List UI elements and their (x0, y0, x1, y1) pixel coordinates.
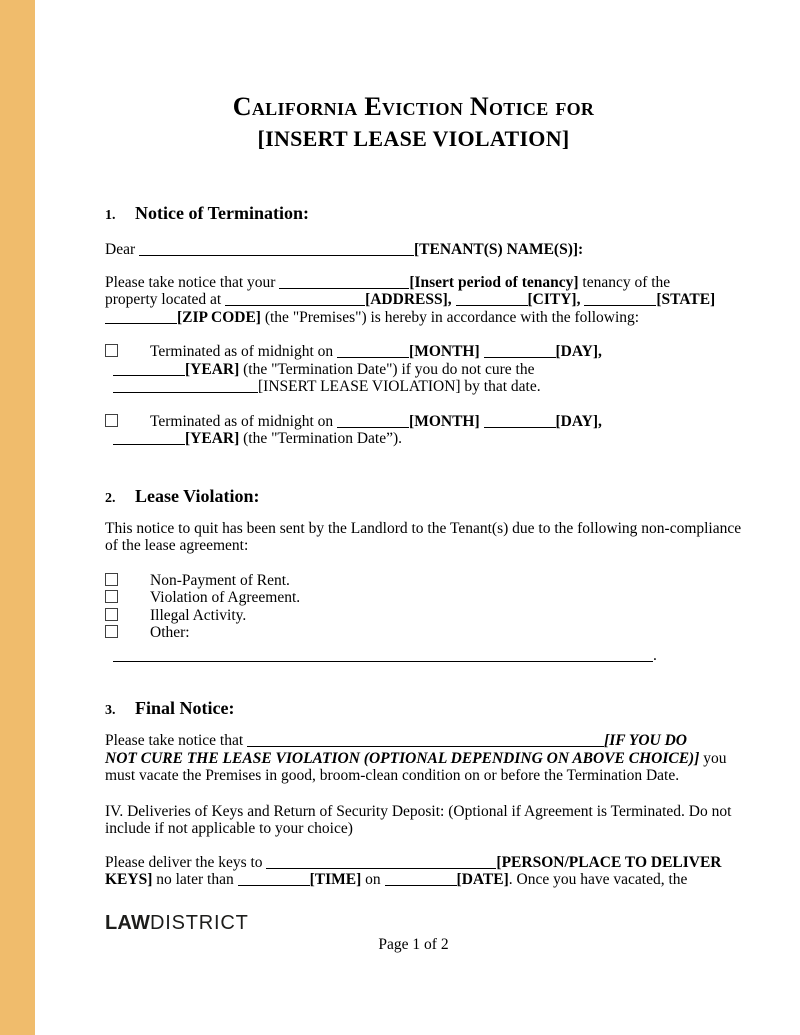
dear-prefix: Dear (105, 241, 139, 258)
violation-checklist (105, 572, 722, 642)
time-placeholder-label: [TIME] (309, 871, 362, 888)
lease-violation-blank-field[interactable] (113, 378, 258, 393)
notice-intro-paragraph (105, 274, 722, 327)
final-notice-paragraph (105, 732, 727, 785)
month-blank-field[interactable] (337, 413, 409, 428)
month-placeholder-label: [MONTH] (409, 412, 484, 430)
violation-item-nonpayment: Non-Payment of Rent. (105, 572, 722, 590)
deliver-keys-placeholder-label: [PERSON/PLACE TO DELIVER (496, 853, 722, 871)
day-placeholder-label: [DAY], (555, 412, 602, 430)
cure-clause-placeholder-label: [IF YOU DO (604, 732, 687, 749)
violation-item-agreement: Violation of Agreement. (105, 589, 722, 607)
page-footer (105, 911, 722, 954)
intro-line3: [ZIP CODE] (the "Premises") is hereby in accordance with the following: (105, 309, 722, 327)
deliver-keys-blank-field[interactable] (266, 854, 496, 869)
section1-heading (105, 202, 722, 227)
option2-line2: [YEAR] (the "Termination Date”). (105, 430, 722, 448)
city-placeholder-label: [CITY], (527, 291, 585, 308)
intro-line2: property located at [ADDRESS], [CITY], [STATE] (105, 291, 716, 308)
zip-blank-field[interactable] (105, 309, 177, 324)
deliver-keys-line2: KEYS] no later than [TIME] on [DATE]. Once you have vacated, the (105, 871, 688, 888)
month-placeholder-label: [MONTH] (409, 343, 484, 360)
violation-item-other: Other: (105, 624, 722, 642)
document-page (35, 0, 792, 953)
section2-heading (105, 485, 722, 510)
section2-number: 2. (105, 490, 116, 506)
option2-line1: Terminated as of midnight on [MONTH] [DAY], (105, 413, 722, 431)
day-placeholder-label: [DAY], (555, 343, 602, 360)
city-blank-field[interactable] (456, 291, 528, 306)
zip-placeholder-label: [ZIP CODE] (177, 308, 261, 326)
state-blank-field[interactable] (584, 291, 656, 306)
accent-stripe (0, 0, 35, 1035)
tenancy-period-blank-field[interactable] (279, 274, 409, 289)
tenancy-period-placeholder-label: [Insert period of tenancy] (409, 273, 579, 291)
section3-number: 3. (105, 703, 116, 718)
other-checkbox[interactable] (105, 625, 118, 638)
other-violation-line: . (105, 647, 722, 665)
section2-heading-label: Lease Violation: (135, 485, 260, 506)
day-blank-field[interactable] (484, 343, 556, 358)
final-notice-line1: Please take notice that [IF YOU DO (105, 732, 687, 749)
nonpayment-checkbox[interactable] (105, 573, 118, 586)
address-placeholder-label: [ADDRESS], (365, 291, 456, 308)
violation-item-illegal: Illegal Activity. (105, 607, 722, 625)
section3-heading-label: Final Notice: (135, 698, 235, 718)
option1-line1: Terminated as of midnight on [MONTH] [DAY], (105, 343, 722, 361)
month-blank-field[interactable] (337, 343, 409, 358)
year-placeholder-label: [YEAR] (185, 430, 240, 447)
document-title-line2: [INSERT LEASE VIOLATION] (257, 126, 570, 151)
lawdistrict-logo (105, 911, 722, 934)
intro-line1: Please take notice that your [Insert period of tenancy] tenancy of the (105, 273, 671, 291)
logo-district-text: DISTRICT (150, 911, 249, 934)
final-notice-line2: NOT CURE THE LEASE VIOLATION (OPTIONAL DEPENDING ON ABOVE CHOICE)] you (105, 749, 727, 767)
lease-violation-paragraph: This notice to quit has been sent by the Landlord to the Tenant(s) due to the following non-compliance of the lease agreement: (105, 519, 742, 554)
dear-line (105, 241, 722, 259)
deliver-keys-paragraph (105, 854, 722, 889)
termination-option-cure (105, 343, 722, 396)
time-blank-field[interactable] (238, 871, 310, 886)
tenant-name-placeholder-label: [TENANT(S) NAME(S)]: (414, 241, 584, 258)
date-placeholder-label: [DATE] (456, 871, 509, 888)
document-title (105, 92, 722, 155)
document-title-line1: California Eviction Notice for (232, 92, 595, 121)
date-blank-field[interactable] (385, 871, 457, 886)
page-indicator: Page 1 of 2 (378, 935, 449, 953)
final-notice-line3: must vacate the Premises in good, broom-clean condition on or before the Termination Date. (105, 767, 680, 784)
section1-heading-label: Notice of Termination: (135, 203, 309, 223)
deliver-keys-line1: Please deliver the keys to [PERSON/PLACE TO DELIVER (105, 853, 722, 871)
other-violation-blank-field[interactable] (113, 647, 653, 662)
section3-heading (105, 697, 722, 722)
termination-option-no-cure (105, 413, 722, 448)
logo-law-text: LAW (105, 911, 151, 934)
option1-checkbox[interactable] (105, 344, 118, 357)
tenant-name-blank-field[interactable] (139, 241, 414, 256)
year-placeholder-label: [YEAR] (185, 360, 240, 378)
option1-line2: [YEAR] (the "Termination Date") if you do not cure the (105, 361, 722, 379)
section1-number: 1. (105, 208, 116, 223)
option2-checkbox[interactable] (105, 414, 118, 427)
agreement-violation-checkbox[interactable] (105, 590, 118, 603)
address-blank-field[interactable] (225, 291, 365, 306)
day-blank-field[interactable] (484, 413, 556, 428)
illegal-activity-checkbox[interactable] (105, 608, 118, 621)
keys-deposit-paragraph: IV. Deliveries of Keys and Return of Security Deposit: (Optional if Agreement is Terminated. Do not include if not applicable to your choice) (105, 802, 732, 837)
year-blank-field[interactable] (113, 361, 185, 376)
year-blank-field[interactable] (113, 430, 185, 445)
state-placeholder-label: [STATE] (656, 291, 716, 308)
option1-line3: [INSERT LEASE VIOLATION] by that date. (105, 378, 722, 396)
final-notice-blank-field[interactable] (247, 732, 604, 747)
